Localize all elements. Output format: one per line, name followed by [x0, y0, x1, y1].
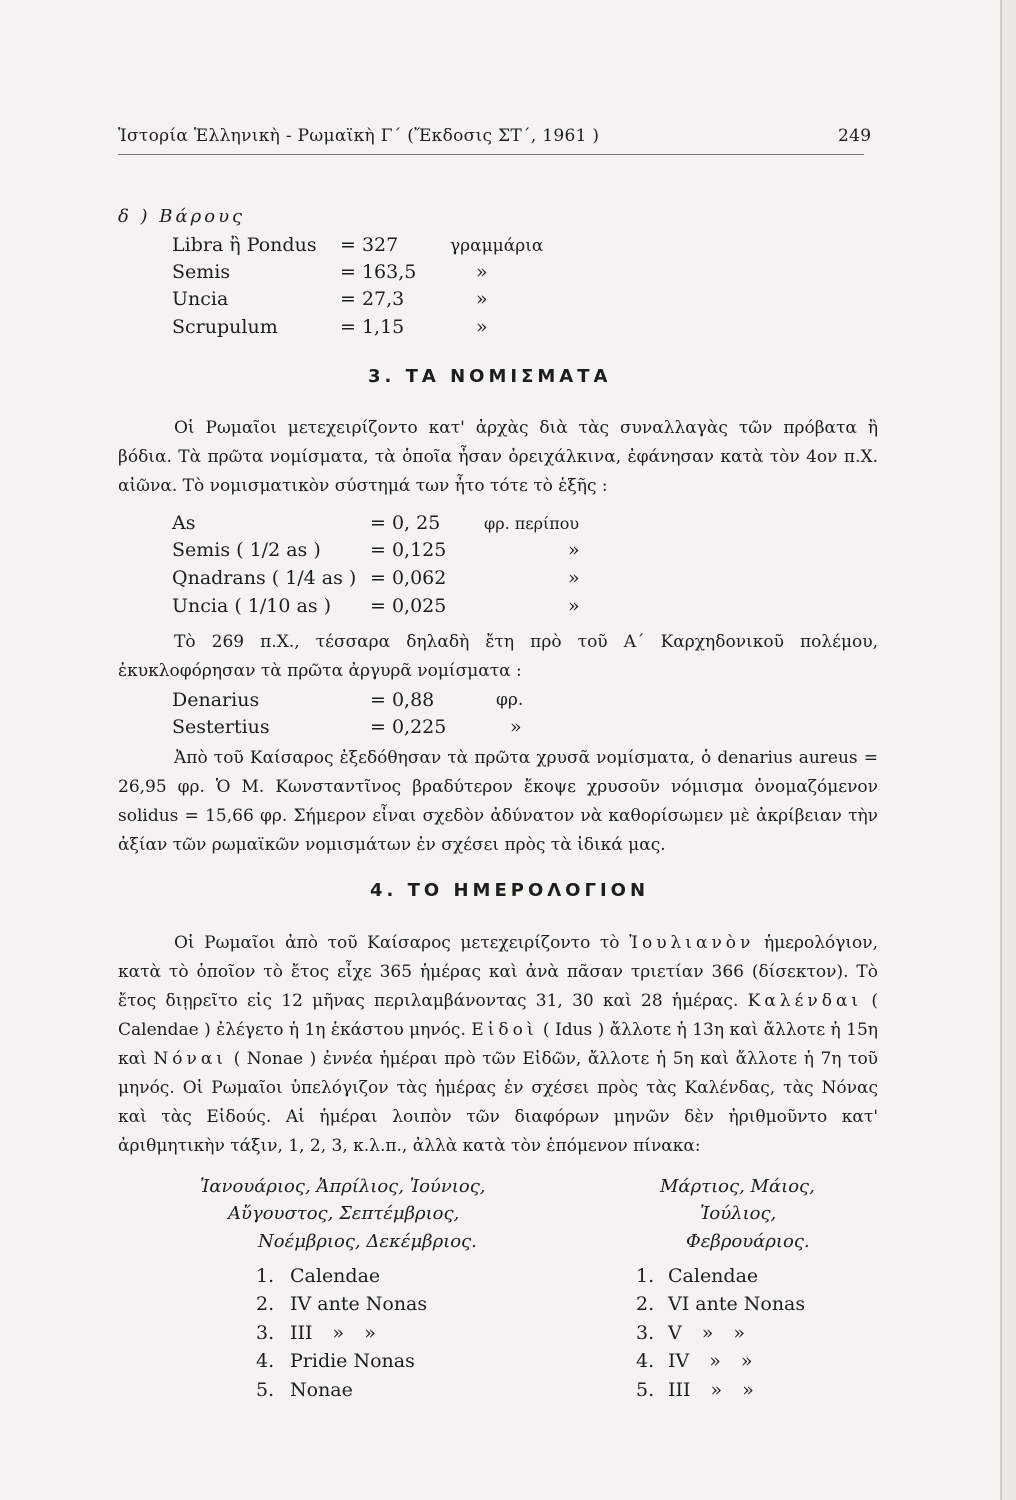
- weight-name: Uncia: [172, 288, 229, 310]
- silver-unit: φρ.: [496, 690, 524, 710]
- right-day-number: 4.: [636, 1350, 655, 1372]
- weight-value: = 27,3: [340, 288, 405, 310]
- coin-name: Uncia ( 1/10 as ): [172, 595, 332, 617]
- right-day-number: 2.: [636, 1293, 655, 1315]
- coin-unit: »: [568, 567, 580, 589]
- weight-value: = 1,15: [340, 316, 405, 338]
- nonai-term: Νόναι: [153, 1049, 227, 1069]
- left-day-label: IV ante Nonas: [290, 1293, 428, 1315]
- weight-value: = 327: [340, 234, 399, 256]
- left-months-line-3: Νοέμβριος, Δεκέμβριος.: [258, 1231, 477, 1252]
- left-day-label: Pridie Nonas: [290, 1350, 415, 1372]
- left-day-label: Nonae: [290, 1379, 353, 1401]
- weight-name: Scrupulum: [172, 316, 278, 338]
- silver-name: Sestertius: [172, 716, 270, 738]
- eidoi-term: Εἰδοὶ: [471, 1020, 538, 1040]
- coin-unit: »: [568, 595, 580, 617]
- page-number: 249: [838, 126, 872, 146]
- left-day-number: 4.: [256, 1350, 275, 1372]
- weight-unit: »: [476, 288, 488, 310]
- kalendai-term: Καλένδαι: [747, 991, 863, 1011]
- left-months-line-2: Αὔγουστος, Σεπτέμβριος,: [228, 1203, 460, 1224]
- right-day-label: IV » »: [668, 1350, 753, 1372]
- right-day-number: 3.: [636, 1322, 655, 1344]
- coins-intro-paragraph: Οἱ Ρωμαῖοι μετεχειρίζοντο κατ' ἀρχὰς διὰ τὰς συναλλαγὰς τῶν πρόβατα ἢ βόδια. Τὰ πρῶτα νομίσματα, τὰ ὁποῖα ἦσαν ὀρειχάλκινα, ἐφάνησαν κατὰ τὸν 4ον π.Χ. αἰῶνα. Τὸ νομισματικὸν σύστημά των ἦτο τότε τὸ ἑξῆς :: [118, 418, 878, 496]
- calendar-paragraph: [118, 929, 878, 1161]
- calendar-text: ( Nonae ) ἐννέα ἡμέραι πρὸ τῶν Εἰδῶν, ἄλλοτε ἡ 5η καὶ ἄλλοτε ἡ 7η τοῦ μηνός. Οἱ Ρωμαῖοι ὑπελόγιζον τὰς ἡμέρας ἐν σχέσει πρὸς τὰς Καλένδας, τὰς Νόνας καὶ τὰς Εἰδούς. Αἱ ἡμέραι λοιπὸν τῶν διαφόρων μηνῶν δὲν ἠριθμοῦντο κατ' ἀριθμητικὴν τάξιν, 1, 2, 3, κ.λ.π., ἀλλὰ κατὰ τὸν ἑπόμενον πίνακα:: [118, 1049, 879, 1156]
- right-day-label: VI ante Nonas: [668, 1293, 806, 1315]
- section-4-title: 4. ΤΟ ΗΜΕΡΟΛΟΓΙΟΝ: [370, 880, 650, 901]
- left-day-number: 1.: [256, 1265, 275, 1287]
- right-day-label: III » »: [668, 1379, 754, 1401]
- header-rule: [118, 154, 864, 155]
- silver-coins-paragraph: Τὸ 269 π.Χ., τέσσαρα δηλαδὴ ἔτη πρὸ τοῦ Α΄ Καρχηδονικοῦ πολέμου, ἐκυκλοφόρησαν τὰ πρῶτα ἀργυρᾶ νομίσματα :: [118, 632, 878, 681]
- calendar-text: ( Calendae ) ἐλέγετο ἡ 1η ἑκάστου μηνός.: [118, 991, 879, 1040]
- coin-value: = 0,025: [370, 595, 447, 617]
- weight-unit: »: [476, 261, 488, 283]
- left-day-number: 2.: [256, 1293, 275, 1315]
- coin-name: Semis ( 1/2 as ): [172, 539, 321, 561]
- right-months-line-3: Φεβρουάριος.: [686, 1231, 810, 1252]
- right-day-label: V » »: [668, 1322, 746, 1344]
- page-edge: [1000, 0, 1016, 1500]
- coin-unit: »: [568, 539, 580, 561]
- left-months-line-1: Ἰανουάριος, Ἀπρίλιος, Ἰούνιος,: [200, 1176, 486, 1197]
- weight-unit: γραμμάρια: [450, 236, 544, 256]
- coin-name: As: [172, 512, 196, 534]
- right-months-line-1: Μάρτιος, Μάιος,: [660, 1176, 815, 1197]
- coin-unit: φρ. περίπου: [484, 514, 580, 533]
- right-day-label: Calendae: [668, 1265, 759, 1287]
- left-day-number: 5.: [256, 1379, 275, 1401]
- coin-value: = 0,125: [370, 539, 447, 561]
- weights-heading: δ ) Βάρους: [118, 206, 246, 227]
- calendar-text: ἡμερολόγιον, κατὰ τὸ ὁποῖον τὸ ἔτος εἶχε 365 ἡμέρας καὶ ἀνὰ πᾶσαν τριετίαν 366 (δίσεκτον). Τὸ ἔτος διῃρεῖτο εἰς 12 μῆνας περιλαμβάνοντας 31, 30 καὶ 28 ἡμέρας.: [118, 933, 879, 1011]
- coin-value: = 0, 25: [370, 512, 441, 534]
- coin-name: Qnadrans ( 1/4 as ): [172, 567, 357, 589]
- calendar-text: ( Idus ) ἄλλοτε ἡ 13η καὶ ἄλλοτε ἡ 15η καὶ: [118, 1020, 878, 1069]
- weight-name: Semis: [172, 261, 231, 283]
- silver-unit: »: [510, 716, 522, 738]
- right-months-line-2: Ἰούλιος,: [700, 1203, 777, 1224]
- right-day-number: 5.: [636, 1379, 655, 1401]
- running-header: Ἱστορία Ἑλληνικὴ - Ρωμαϊκὴ Γ΄ (Ἔκδοσις ΣΤ΄, 1961 ): [118, 126, 600, 146]
- coin-value: = 0,062: [370, 567, 447, 589]
- calendar-text: Οἱ Ρωμαῖοι ἀπὸ τοῦ Καίσαρος μετεχειρίζοντο τὸ: [174, 933, 620, 953]
- silver-value: = 0,88: [370, 689, 435, 711]
- right-day-number: 1.: [636, 1265, 655, 1287]
- silver-name: Denarius: [172, 689, 260, 711]
- left-day-label: III » »: [290, 1322, 376, 1344]
- silver-value: = 0,225: [370, 716, 447, 738]
- weight-name: Libra ἢ Pondus: [172, 234, 317, 256]
- section-3-title: 3. ΤΑ ΝΟΜΙΣΜΑΤΑ: [368, 366, 612, 387]
- weight-unit: »: [476, 316, 488, 338]
- left-day-number: 3.: [256, 1322, 275, 1344]
- weight-value: = 163,5: [340, 261, 417, 283]
- julian-term: Ἰουλιανὸν: [629, 933, 755, 953]
- left-day-label: Calendae: [290, 1265, 381, 1287]
- gold-coins-paragraph: Ἀπὸ τοῦ Καίσαρος ἐξεδόθησαν τὰ πρῶτα χρυσᾶ νομίσματα, ὁ denarius aureus = 26,95 φρ. Ὁ Μ. Κωνσταντῖνος βραδύτερον ἔκοψε χρυσοῦν νόμισμα ὀνομαζόμενον solidus = 15,66 φρ. Σήμερον εἶναι σχεδὸν ἀδύνατον νὰ καθορίσωμεν μὲ ἀκρίβειαν τὴν ἀξίαν τῶν ρωμαϊκῶν νομισμάτων ἐν σχέσει πρὸς τὰ ἰδικά μας.: [118, 748, 878, 855]
